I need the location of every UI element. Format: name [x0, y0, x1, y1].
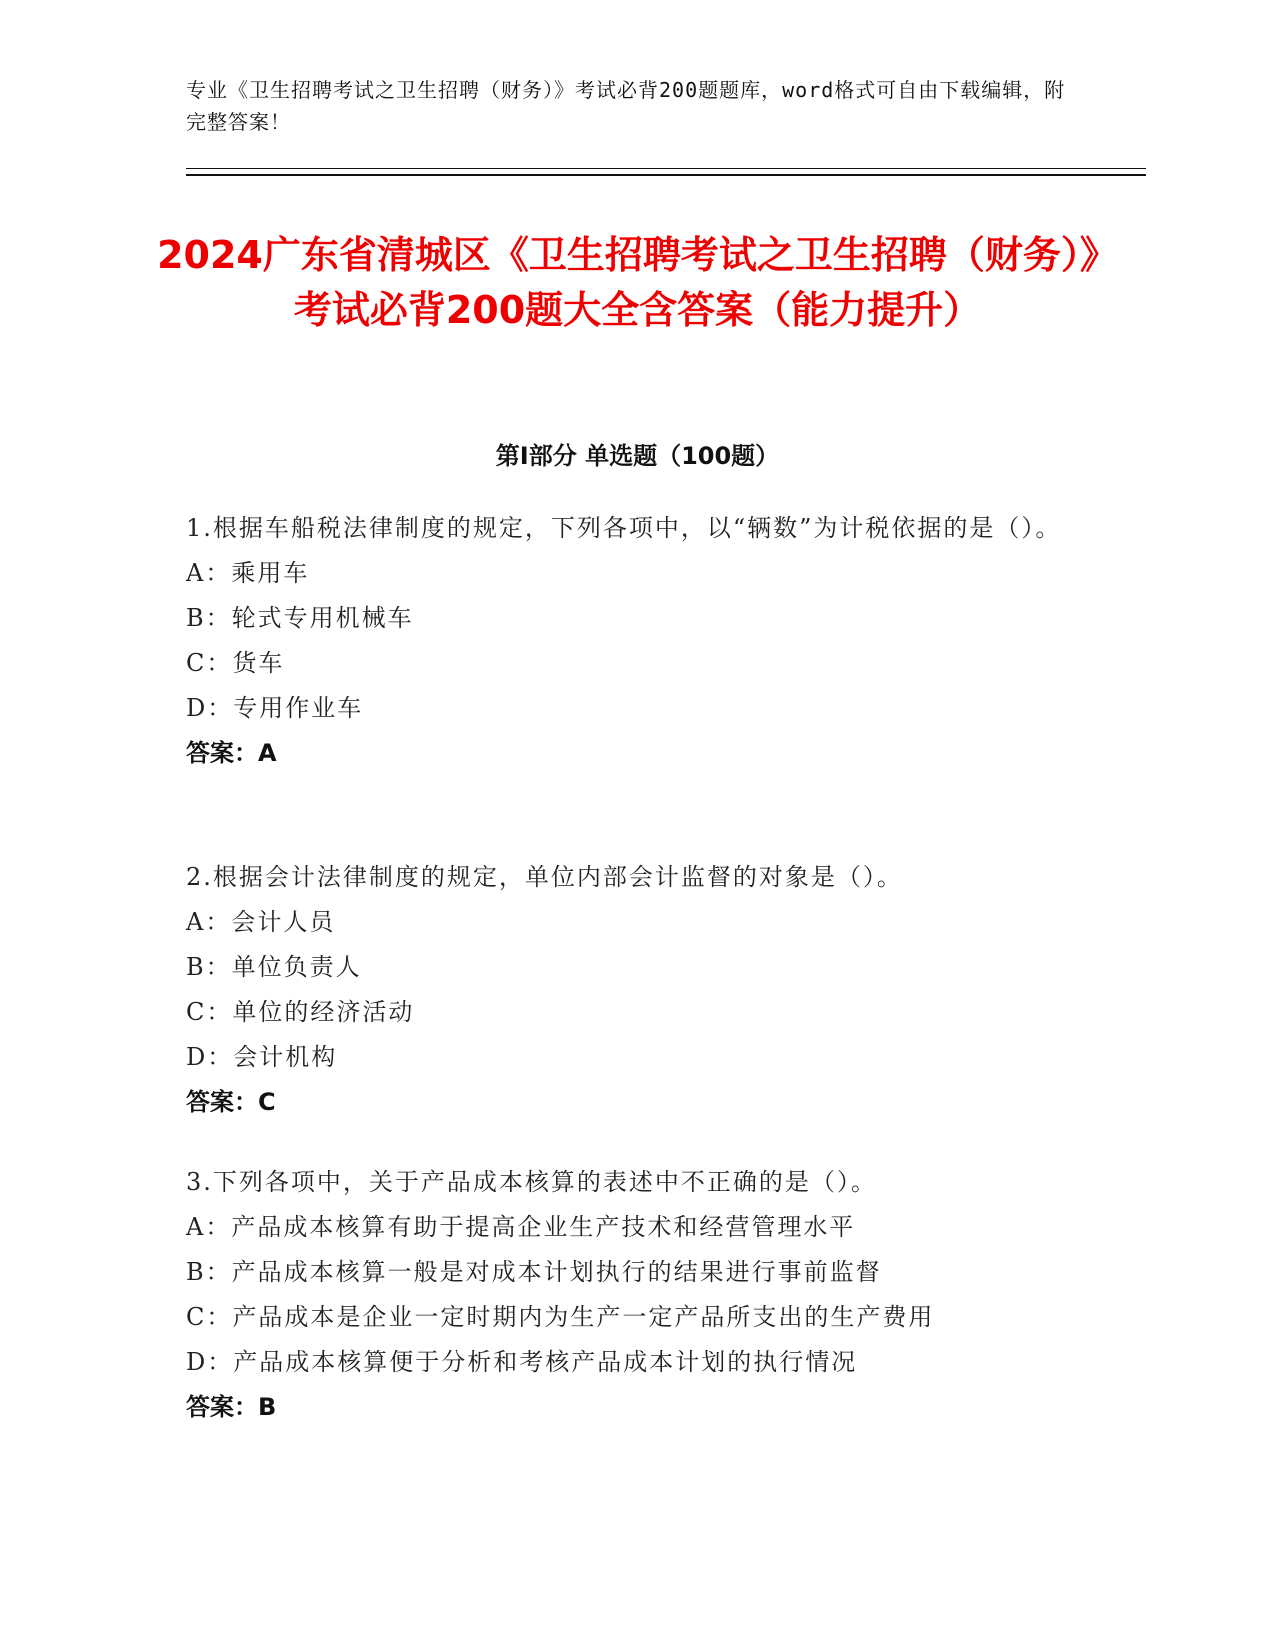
question-stem: 1.根据车船税法律制度的规定，下列各项中，以“辆数”为计税依据的是（）。 — [186, 514, 1062, 542]
question-stem: 2.根据会计法律制度的规定，单位内部会计监督的对象是（）。 — [186, 863, 903, 891]
option-b: B：产品成本核算一般是对成本计划执行的结果进行事前监督 — [186, 1258, 882, 1286]
option-a: A：乘用车 — [186, 559, 310, 587]
option-c: C：产品成本是企业一定时期内为生产一定产品所支出的生产费用 — [186, 1303, 935, 1331]
answer-line: 答案：B — [186, 1393, 277, 1421]
question-3 — [186, 1160, 1086, 1430]
section-heading: 第I部分 单选题（100题） — [495, 442, 780, 470]
option-a: A：会计人员 — [186, 908, 336, 936]
option-c: C：单位的经济活动 — [186, 998, 415, 1026]
question-1 — [186, 506, 1086, 776]
option-a: A：产品成本核算有助于提高企业生产技术和经营管理水平 — [186, 1213, 856, 1241]
option-b: B：单位负责人 — [186, 953, 362, 981]
option-b: B：轮式专用机械车 — [186, 604, 414, 632]
option-d: D：产品成本核算便于分析和考核产品成本计划的执行情况 — [186, 1348, 858, 1376]
question-stem: 3.下列各项中，关于产品成本核算的表述中不正确的是（）。 — [186, 1168, 877, 1196]
answer-line: 答案：A — [186, 739, 277, 767]
option-c: C：货车 — [186, 649, 285, 677]
option-d: D：会计机构 — [186, 1043, 338, 1071]
header-note: 专业《卫生招聘考试之卫生招聘（财务）》考试必背200题题库，word格式可自由下载编辑，附完整答案！ — [186, 78, 1066, 134]
option-d: D：专用作业车 — [186, 694, 364, 722]
header-divider-thick — [186, 174, 1146, 176]
question-2 — [186, 855, 1086, 1125]
header-divider-thin — [186, 168, 1146, 169]
document-title: 2024广东省清城区《卫生招聘考试之卫生招聘（财务）》考试必背200题大全含答案（能力提升） — [157, 233, 1118, 332]
answer-line: 答案：C — [186, 1088, 276, 1116]
